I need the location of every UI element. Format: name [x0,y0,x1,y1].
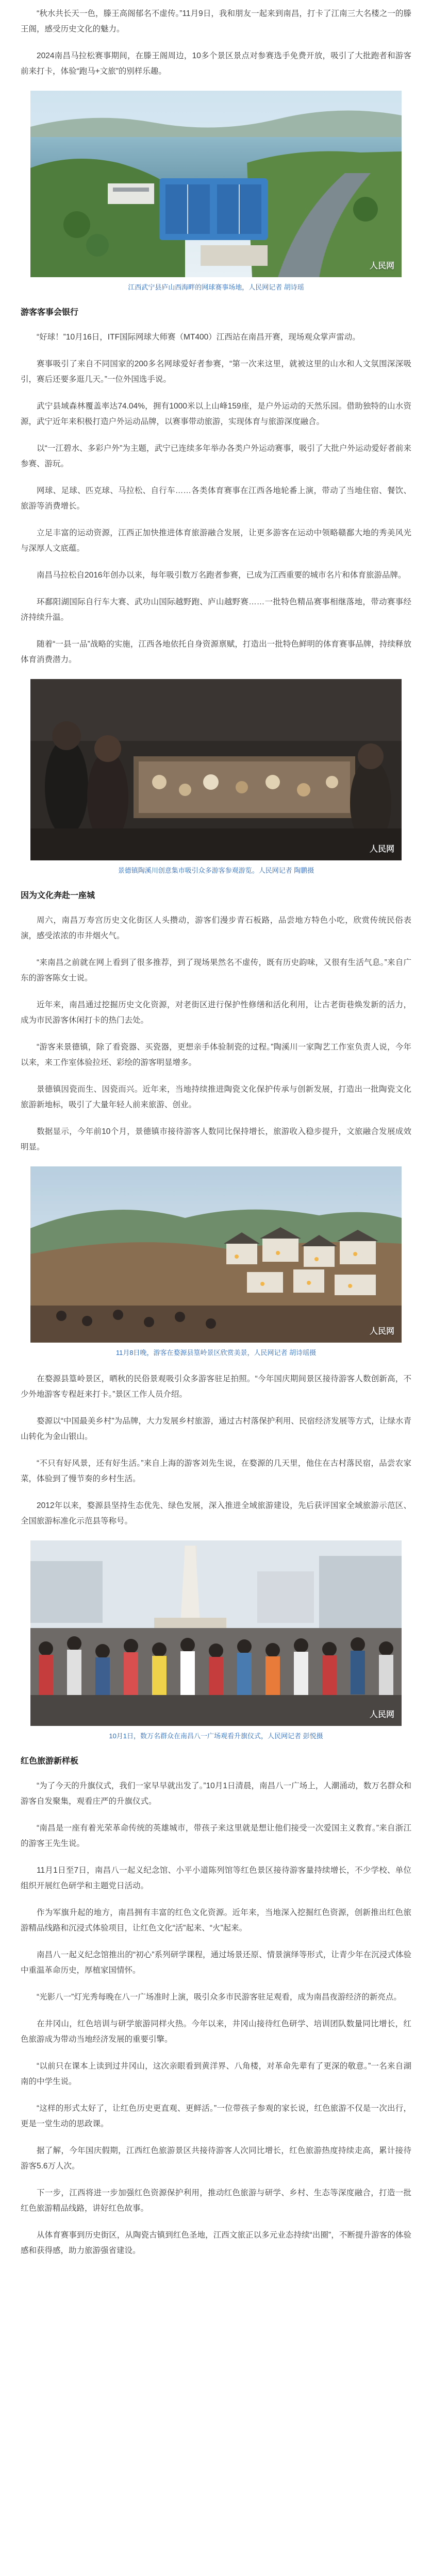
paragraph: 2024南昌马拉松赛事期间，在滕王阁周边，10多个景区景点对参赛选手免费开放，吸引了大批跑者和游客前来打卡，体验“跑马+文旅”的别样乐趣。 [21,52,411,76]
paragraph: 随着“一县一品”战略的实施，江西各地依托自身资源禀赋，打造出一批特色鲜明的体育赛事品牌，持续释放体育消费潜力。 [21,640,411,664]
paragraph: 赛事吸引了来自不同国家的200多名网球爱好者参赛，“第一次来这里，就被这里的山水和人文氛围深深吸引，赛后还要多逛几天。”一位外国选手说。 [21,360,411,384]
figure-caption: 11月8日晚，游客在婺源县篁岭景区欣赏美景，人民网记者 胡诗瑶摄 [115,1349,317,1357]
paragraph: “南昌是一座有着光荣革命传统的英雄城市，带孩子来这里就是想让他们接受一次爱国主义教育。”来自浙江的游客王先生说。 [21,1824,411,1848]
section-heading: 游客客事会银行 [21,308,79,317]
paragraph: 以“一江碧水、多彩户外”为主题，武宁已连续多年举办各类户外运动赛事，吸引了大批户外运动爱好者前来参赛、游玩。 [21,444,411,468]
paragraph: “以前只在课本上读到过井冈山，这次亲眼看到黄洋界、八角楼，对革命先辈有了更深的敬意。”一名来自湖南的中学生说。 [21,2062,411,2086]
paragraph: 11月1日至7日，南昌八一起义纪念馆、小平小道陈列馆等红色景区接待游客量持续增长，不少学校、单位组织开展红色研学和主题党日活动。 [21,1866,411,1890]
paragraph: 周六，南昌万寿宫历史文化街区人头攒动，游客们漫步青石板路，品尝地方特色小吃，欣赏传统民俗表演，感受浓浓的市井烟火气。 [21,916,411,940]
watermark-logo: 人民网 [369,1709,394,1719]
paragraph: 2012年以来，婺源县坚持生态优先、绿色发展，深入推进全域旅游建设，先后获评国家全域旅游示范区、全国旅游标准化示范县等称号。 [21,1501,411,1526]
paragraph: “为了今天的升旗仪式，我们一家早早就出发了。”10月1日清晨，南昌八一广场上，人潮涌动，数万名群众和游客自发聚集，观看庄严的升旗仪式。 [21,1782,411,1806]
creative-market-image [30,679,402,860]
paragraph: “不只有好风景，还有好生活。”来自上海的游客刘先生说，在婺源的几天里，他住在古村落民宿，品尝农家菜，体验到了慢节奏的乡村生活。 [21,1459,411,1483]
paragraph: “来南昌之前就在网上看到了很多推荐，到了现场果然名不虚传，既有历史韵味，又很有生活气息。”来自广东的游客陈女士说。 [21,958,411,982]
watermark-logo: 人民网 [369,261,394,270]
square-crowd-image [30,1540,402,1726]
paragraph: 婺源以“中国最美乡村”为品牌，大力发展乡村旅游，通过古村落保护利用、民宿经济发展等方式，让绿水青山转化为金山银山。 [21,1417,411,1441]
photo-creative-market[interactable] [30,679,402,860]
paragraph: “游客来景德镇，除了看瓷器、买瓷器，更想亲手体验制瓷的过程。”陶溪川一家陶艺工作室负责人说，今年以来，来工作室体验拉坯、彩绘的游客明显增多。 [21,1043,411,1067]
paragraph: 南昌马拉松自2016年创办以来，每年吸引数万名跑者参赛，已成为江西重要的城市名片和体育旅游品牌。 [37,571,406,580]
paragraph: “光影八一”灯光秀每晚在八一广场准时上演，吸引众多市民游客驻足观看，成为南昌夜游经济的新亮点。 [37,1993,402,2002]
figure-caption: 江西武宁县庐山西海畔的网球赛事场地，人民网记者 胡诗瑶 [128,283,304,291]
paragraph: 近年来，南昌通过挖掘历史文化资源，对老街区进行保护性修缮和活化利用，让古老街巷焕发新的活力，成为市民游客休闲打卡的热门去处。 [21,1001,411,1025]
photo-square-crowd[interactable] [30,1540,402,1726]
lakeside-venue-image [30,91,402,277]
section-heading: 红色旅游新样板 [21,1757,79,1766]
paragraph: 从体育赛事到历史街区，从陶瓷古镇到红色圣地，江西文旅正以多元业态持续“出圈”，不断提升游客的体验感和获得感，助力旅游强省建设。 [21,2231,411,2255]
mountain-village-image [30,1166,402,1343]
paragraph: 数据显示，今年前10个月，景德镇市接待游客人数同比保持增长，旅游收入稳步提升，文旅融合发展成效明显。 [21,1127,411,1151]
paragraph: 环鄱阳湖国际自行车大赛、武功山国际越野跑、庐山越野赛……一批特色精品赛事相继落地，带动赛事经济持续升温。 [21,598,411,622]
watermark-logo: 人民网 [369,1326,394,1336]
article [21,0,411,2259]
figure-caption: 景德镇陶溪川创意集市吸引众多游客参观游览。人民网记者 陶鹏摄 [118,867,314,874]
paragraph: 网球、足球、匹克球、马拉松、自行车……各类体育赛事在江西各地轮番上演，带动了当地住宿、餐饮、旅游等消费增长。 [21,486,411,511]
figure-tennis-venue [21,91,411,293]
paragraph: 立足丰富的运动资源，江西正加快推进体育旅游融合发展，让更多游客在运动中领略赣鄱大地的秀美风光与深厚人文底蕴。 [21,529,411,553]
paragraph: “秋水共长天一色，滕王高阁郁名不虚传。”11月9日，我和朋友一起来到南昌，打卡了江南三大名楼之一的滕王阁，感受历史文化的魅力。 [21,9,411,33]
paragraph: 作为军旗升起的地方，南昌拥有丰富的红色文化资源。近年来，当地深入挖掘红色资源，创新推出红色旅游精品线路和沉浸式体验项目，让红色文化“活”起来、“火”起来。 [21,1908,411,1933]
paragraph: 在井冈山，红色培训与研学旅游同样火热。今年以来，井冈山接待红色研学、培训团队数量同比增长，红色旅游成为带动当地经济发展的重要引擎。 [21,2020,411,2044]
paragraph: 下一步，江西将进一步加强红色资源保护利用，推动红色旅游与研学、乡村、生态等深度融合，打造一批红色旅游精品线路，讲好红色故事。 [21,2189,411,2213]
paragraph: 武宁县域森林覆盖率达74.04%，拥有1000米以上山峰159座，是户外运动的天然乐园。借助独特的山水资源，武宁近年来积极打造户外运动品牌，以赛事带动旅游，实现体育与旅游深度融合。 [21,402,411,426]
paragraph: 景德镇因瓷而生、因瓷而兴。近年来，当地持续推进陶瓷文化保护传承与创新发展，打造出一批陶瓷文化旅游新地标，吸引了大量年轻人前来旅游、创业。 [21,1085,411,1109]
section-heading: 因为文化奔赴一座城 [21,891,95,900]
figure-caption: 10月1日，数万名群众在南昌八一广场观看升旗仪式，人民网记者 彭悦摄 [109,1732,323,1740]
paragraph: “这样的形式太好了，让红色历史更直观、更鲜活。”一位带孩子参观的家长说，红色旅游不仅是一次出行，更是一堂生动的思政课。 [21,2104,411,2128]
figure-creative-market [21,679,411,876]
paragraph: 在婺源县篁岭景区，晒秋的民俗景观吸引众多游客驻足拍照。“今年国庆期间景区接待游客人数创新高，不少外地游客专程赶来打卡。”景区工作人员介绍。 [21,1375,411,1399]
paragraph: 南昌八一起义纪念馆推出的“初心”系列研学课程，通过场景还原、情景演绎等形式，让青少年在沉浸式体验中重温革命历史，厚植家国情怀。 [21,1951,411,1975]
figure-flag-ceremony [21,1540,411,1741]
paragraph: 据了解，今年国庆假期，江西红色旅游景区共接待游客人次同比增长，红色旅游热度持续走高，累计接待游客5.6万人次。 [21,2146,411,2171]
figure-village-night [21,1166,411,1358]
photo-mountain-village[interactable] [30,1166,402,1343]
photo-lakeside-venue[interactable] [30,91,402,277]
watermark-logo: 人民网 [369,844,394,854]
paragraph: “好球！”10月16日，ITF国际网球大师赛（MT400）江西站在南昌开赛，现场观众掌声雷动。 [37,333,360,342]
